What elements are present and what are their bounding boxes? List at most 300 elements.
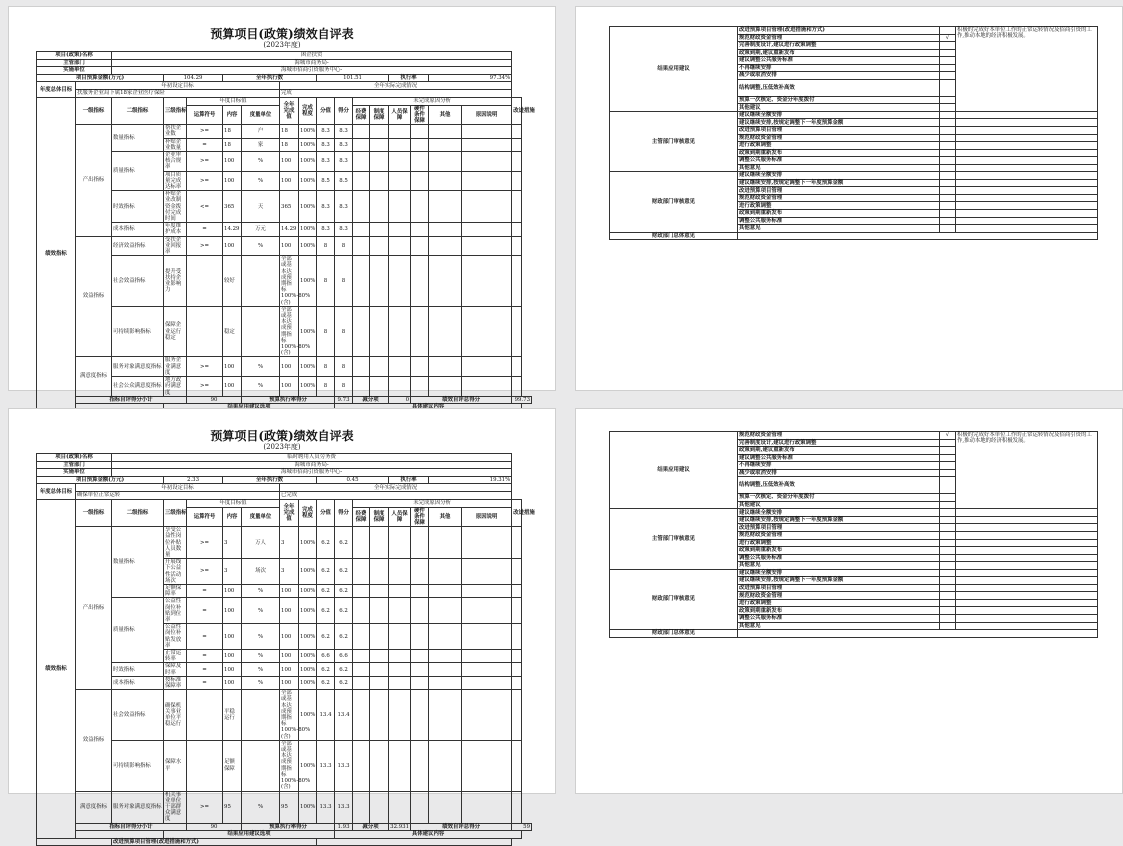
- reason-cell: [353, 256, 370, 307]
- review-option: 其他意见: [738, 622, 940, 630]
- label-subtotal: 指标自评得分小计: [76, 823, 187, 831]
- l1-indicator: 产出指标: [76, 527, 112, 690]
- done-cell: 全部或基本达成预期指标100%-80%(含): [281, 306, 311, 357]
- result-option: 规范财政资金管理: [738, 34, 940, 42]
- review-option: 其他意见: [738, 562, 940, 570]
- unit-cell: %: [242, 585, 280, 598]
- check-cell: [940, 524, 956, 532]
- fin-total-cell: [738, 630, 1098, 638]
- label-reason-note: 原因说明: [462, 105, 512, 125]
- unit-cell: %: [242, 650, 280, 663]
- reason-cell: [462, 138, 512, 151]
- score-cell: 8: [335, 256, 353, 307]
- op-cell: =: [187, 676, 223, 689]
- review-option: 建议继续安排,按规定调整下一年度预算金额: [738, 577, 940, 585]
- unit-cell: %: [242, 377, 280, 397]
- review-option: 改进预算项目管理: [738, 187, 940, 195]
- result-option: 减少或取消安排: [738, 72, 940, 80]
- review-option: 进行政策调整: [738, 599, 940, 607]
- label-total: 绩效自评总得分: [411, 823, 512, 831]
- review-option: 政策到期重新发布: [738, 210, 940, 218]
- check-cell: [940, 462, 956, 470]
- label-fin-review: 财政部门审核意见: [610, 569, 738, 629]
- annual-exec-value: 101.51: [317, 74, 389, 82]
- l3-indicator: 公益性岗位补贴到位率: [164, 598, 187, 624]
- page-doc1-main: [8, 6, 556, 403]
- label-subtotal: 指标自评得分小计: [76, 396, 187, 404]
- advice-note-text: 积极的完成好本单位工作的正常运转情况及招商引资的工作,推动本地的经济积极发展。: [957, 432, 1092, 445]
- note-cell: [956, 179, 1098, 187]
- target-content: 100: [223, 151, 242, 171]
- l2-indicator: 成本指标: [112, 223, 164, 236]
- reason-cell: [389, 151, 411, 171]
- unit-cell: %: [242, 791, 280, 823]
- weight-cell: 6.2: [317, 585, 335, 598]
- reason-cell: [370, 676, 389, 689]
- target-content: 稳定: [223, 306, 242, 357]
- degree-cell: 100%: [299, 236, 317, 256]
- reason-cell: [389, 527, 411, 559]
- check-cell: [940, 516, 956, 524]
- reason-cell: [411, 585, 429, 598]
- reason-cell: [429, 690, 462, 741]
- subtotal-value: 90: [187, 396, 242, 404]
- l2-indicator: 社会公众满意度指标: [112, 377, 164, 397]
- target-content: 100: [223, 357, 242, 377]
- reason-cell: [370, 791, 389, 823]
- weight-cell: 6.2: [317, 559, 335, 585]
- reason-cell: [389, 676, 411, 689]
- reason-cell: [411, 357, 429, 377]
- check-cell: [940, 607, 956, 615]
- note-cell: [956, 127, 1098, 135]
- l3-indicator: 服务企业满意度: [164, 357, 187, 377]
- score-cell: 8.3: [335, 191, 353, 223]
- target-content: 足额保障: [223, 740, 242, 791]
- done-cell: 100: [280, 663, 299, 676]
- l3-indicator: 足额保障率: [164, 585, 187, 598]
- project-name: 临时聘用人员劳务费: [112, 454, 512, 462]
- weight-cell: 8.3: [317, 191, 335, 223]
- label-unitcol: 度量单位: [242, 105, 280, 125]
- label-op: 运算符号: [187, 105, 223, 125]
- note-cell: [956, 210, 1098, 218]
- reason-cell: [411, 377, 429, 397]
- check-cell: [940, 454, 956, 462]
- note-cell: [956, 157, 1098, 165]
- l3-indicator: 开展线下公益性活动场次: [164, 559, 187, 585]
- check-cell: [940, 172, 956, 180]
- check-cell: [940, 569, 956, 577]
- reason-cell: [429, 138, 462, 151]
- reason-cell: [411, 690, 429, 741]
- label-measure: 改进措施: [512, 97, 522, 124]
- review-option: 调整公共服务标准: [738, 217, 940, 225]
- target-content: 100: [223, 650, 242, 663]
- check-mark: √: [940, 34, 956, 42]
- op-cell: >=: [187, 151, 223, 171]
- done-cell: 365: [280, 191, 299, 223]
- unit-cell: %: [242, 171, 280, 191]
- degree-cell: 100%: [299, 125, 317, 138]
- label-degree: 完成程度: [299, 499, 317, 526]
- score-cell: 6.2: [335, 527, 353, 559]
- review-option: 政策到期重新发布: [738, 607, 940, 615]
- review-option: 进行政策调整: [738, 142, 940, 150]
- label-result-app: 结果应用建议: [610, 27, 738, 112]
- op-cell: >=: [187, 236, 223, 256]
- score-cell: 8: [335, 306, 353, 357]
- total-value: 99.73: [512, 396, 532, 404]
- review-option: 改进预算项目管理: [738, 127, 940, 135]
- reason-cell: [370, 585, 389, 598]
- score-cell: 6.2: [335, 624, 353, 650]
- reason-cell: [462, 676, 512, 689]
- reason-cell: [411, 151, 429, 171]
- unit-cell: 万人: [242, 527, 280, 559]
- note-cell: [956, 569, 1098, 577]
- label-budget: 项目预算金额(万元): [37, 476, 164, 484]
- actual-text: 完成: [280, 89, 512, 97]
- result-option: 政策到期,建议重新发布: [738, 447, 940, 455]
- page-doc1-results: [575, 6, 1123, 391]
- measure-cell: [512, 236, 522, 256]
- done-cell: 14.29: [280, 223, 299, 236]
- l3-indicator: 保障水平: [164, 740, 187, 791]
- l2-indicator: 时效指标: [112, 663, 164, 676]
- done-cell: 18: [280, 138, 299, 151]
- check-cell: [940, 501, 956, 509]
- reason-cell: [462, 598, 512, 624]
- reason-cell: [429, 585, 462, 598]
- target-content: 3: [223, 527, 242, 559]
- reason-cell: [353, 236, 370, 256]
- check-cell: [940, 179, 956, 187]
- note-cell: [956, 592, 1098, 600]
- reason-cell: [389, 624, 411, 650]
- check-cell: [940, 447, 956, 455]
- score-cell: 8: [335, 236, 353, 256]
- reason-cell: [429, 125, 462, 138]
- reason-cell: [353, 740, 370, 791]
- measure-cell: [512, 151, 522, 171]
- note-cell: [956, 509, 1098, 517]
- reason-cell: [411, 624, 429, 650]
- weight-cell: 13.4: [317, 690, 335, 741]
- reason-cell: [462, 125, 512, 138]
- label-reason-funds: 经费保障: [353, 105, 370, 125]
- measure-cell: [512, 125, 522, 138]
- review-option: 规范财政资金管理: [738, 592, 940, 600]
- reason-cell: [370, 559, 389, 585]
- label-fin-total: 财政部门总体意见: [610, 630, 738, 638]
- budget-value: 2.33: [164, 476, 223, 484]
- result-option: 减少或取消安排: [738, 469, 940, 477]
- label-op: 运算符号: [187, 507, 223, 527]
- label-deduct: 减分项: [353, 396, 389, 404]
- reason-cell: [429, 624, 462, 650]
- label-fin-review: 财政部门审核意见: [610, 172, 738, 232]
- check-cell: [940, 42, 956, 50]
- check-cell: [940, 157, 956, 165]
- label-budget-score: 预算执行率得分: [242, 396, 335, 404]
- result-option: 其他建议: [738, 104, 940, 112]
- reason-cell: [389, 559, 411, 585]
- measure-cell: [512, 650, 522, 663]
- check-cell: [940, 64, 956, 72]
- note-cell: [956, 134, 1098, 142]
- result-option: 建议调整公共服务标准: [738, 57, 940, 65]
- reason-cell: [411, 676, 429, 689]
- reason-cell: [411, 663, 429, 676]
- done-cell: 100: [280, 171, 299, 191]
- reason-cell: [353, 559, 370, 585]
- weight-cell: 8.3: [317, 151, 335, 171]
- result-option: 结构调整,压低效补高效: [738, 79, 940, 96]
- review-option: 建议继续安排,按规定调整下一年度预算金额: [738, 516, 940, 524]
- check-cell: [940, 562, 956, 570]
- unit-cell: 天: [242, 191, 280, 223]
- label-reason-staff: 人员保障: [389, 105, 411, 125]
- budget-value: 104.29: [164, 74, 223, 82]
- degree-cell: 100%: [299, 171, 317, 191]
- reason-cell: [353, 151, 370, 171]
- dept-name: 海城市商务局-: [112, 59, 512, 67]
- unit-cell: 万元: [242, 223, 280, 236]
- reason-cell: [462, 663, 512, 676]
- label-reason-staff: 人员保障: [389, 507, 411, 527]
- reason-cell: [389, 791, 411, 823]
- score-cell: 8.3: [335, 138, 353, 151]
- l2-indicator: 社会效益指标: [112, 256, 164, 307]
- op-cell: >=: [187, 171, 223, 191]
- l3-indicator: 项目质量完成达标率: [164, 171, 187, 191]
- reason-cell: [370, 306, 389, 357]
- reason-cell: [411, 236, 429, 256]
- review-option: 规范财政资金管理: [738, 134, 940, 142]
- note-cell: [956, 164, 1098, 172]
- l3-indicator: 机关事业单位干部群众满意度: [164, 791, 187, 823]
- done-cell: 全部或基本达成预期指标100%-80%(含): [281, 256, 311, 306]
- weight-cell: 8: [317, 236, 335, 256]
- check-cell: [940, 547, 956, 555]
- reason-cell: [429, 740, 462, 791]
- note-cell: [956, 202, 1098, 210]
- l1-indicator: 满意度指标: [76, 791, 112, 823]
- label-initial-goal: 年初设定目标: [76, 82, 280, 90]
- degree-cell: 100%: [299, 527, 317, 559]
- unit-cell: 场次: [242, 559, 280, 585]
- check-cell: [940, 532, 956, 540]
- unit-cell: %: [242, 676, 280, 689]
- result-option: 预算一次核定、资金分年度拨付: [738, 96, 940, 104]
- reason-cell: [429, 223, 462, 236]
- measure-cell: [512, 585, 522, 598]
- label-total: 绩效自评总得分: [411, 396, 512, 404]
- reason-cell: [353, 676, 370, 689]
- review-option: 调整公共服务标准: [738, 615, 940, 623]
- check-cell: [940, 27, 956, 35]
- label-unit: 实施单位: [37, 67, 112, 75]
- op-cell: =: [187, 624, 223, 650]
- reason-cell: [353, 125, 370, 138]
- note-cell: [956, 187, 1098, 195]
- done-cell: 全部或基本达成预期指标100%-80%(含): [281, 690, 311, 740]
- l1-indicator: 产出指标: [76, 125, 112, 236]
- l2-indicator: 数量指标: [112, 527, 164, 598]
- label-l1: 一级指标: [76, 97, 112, 124]
- note-cell: [956, 172, 1098, 180]
- check-cell: [940, 202, 956, 210]
- l3-indicator: 帮扶企业数: [164, 125, 187, 138]
- score-cell: 6.2: [335, 559, 353, 585]
- advice-note: [956, 27, 1098, 112]
- score-cell: 13.4: [335, 690, 353, 741]
- rate-value: 19.31%: [429, 476, 512, 484]
- target-content: 100: [223, 624, 242, 650]
- review-option: 建议继续全额安排: [738, 569, 940, 577]
- reason-cell: [353, 223, 370, 236]
- op-cell: [187, 256, 223, 307]
- done-cell: 100: [280, 585, 299, 598]
- weight-cell: 6.2: [317, 598, 335, 624]
- page-year: (2023年度): [263, 443, 301, 451]
- score-cell: 6.2: [335, 663, 353, 676]
- score-cell: 8: [335, 377, 353, 397]
- note-cell: [956, 194, 1098, 202]
- degree-cell: 100%: [299, 791, 317, 823]
- deduct-value: 0: [389, 396, 411, 404]
- measure-cell: [512, 663, 522, 676]
- result-table: [609, 431, 1098, 638]
- review-option: 调整公共服务标准: [738, 157, 940, 165]
- label-l2: 二级指标: [112, 499, 164, 526]
- weight-cell: 8: [317, 306, 335, 357]
- reason-cell: [429, 256, 462, 307]
- label-actual: 全年实际完成情况: [280, 484, 512, 492]
- l2-indicator: 可持续影响指标: [112, 740, 164, 791]
- blank-cell: [37, 838, 112, 846]
- target-content: 100: [223, 171, 242, 191]
- unit-cell: %: [242, 236, 280, 256]
- review-option: 政策到期重新发布: [738, 149, 940, 157]
- result-option: 结构调整,压低效补高效: [738, 477, 940, 494]
- target-content: 100: [223, 663, 242, 676]
- label-score: 得分: [335, 499, 353, 526]
- target-content: 18: [223, 138, 242, 151]
- reason-cell: [411, 791, 429, 823]
- label-l1: 一级指标: [76, 499, 112, 526]
- check-cell: [940, 79, 956, 96]
- reason-cell: [389, 663, 411, 676]
- reason-cell: [411, 223, 429, 236]
- done-cell: 3: [280, 527, 299, 559]
- l2-indicator: 数量指标: [112, 125, 164, 152]
- weight-cell: 6.2: [317, 624, 335, 650]
- reason-cell: [389, 191, 411, 223]
- reason-cell: [462, 650, 512, 663]
- budget-score-value: 1.93: [335, 823, 353, 831]
- note-cell: [956, 532, 1098, 540]
- reason-cell: [389, 377, 411, 397]
- unit-cell: %: [242, 151, 280, 171]
- reason-cell: [411, 598, 429, 624]
- dept-name: 海城市商务局-: [112, 461, 512, 469]
- l2-indicator: 时效指标: [112, 191, 164, 223]
- done-cell: 100: [280, 236, 299, 256]
- score-cell: 13.3: [335, 740, 353, 791]
- reason-cell: [370, 650, 389, 663]
- l3-indicator: 正常运转率: [164, 650, 187, 663]
- reason-cell: [462, 791, 512, 823]
- label-reason-funds: 经费保障: [353, 507, 370, 527]
- reason-cell: [411, 125, 429, 138]
- check-cell: [940, 72, 956, 80]
- result-option: 改进预算项目管理(改进措施和方式): [738, 27, 940, 35]
- label-reason-group: 未完成原因分析: [353, 499, 512, 507]
- review-option: 进行政策调整: [738, 539, 940, 547]
- label-year-goal: 年度总体目标: [37, 484, 76, 500]
- weight-cell: 13.3: [317, 791, 335, 823]
- reason-cell: [370, 377, 389, 397]
- note-cell: [956, 615, 1098, 623]
- unit-cell: %: [242, 663, 280, 676]
- note-cell: [956, 111, 1098, 119]
- initial-goal-text: 确保单位正常运转: [76, 491, 280, 499]
- reason-cell: [462, 171, 512, 191]
- reason-cell: [462, 223, 512, 236]
- l2-indicator: 质量指标: [112, 598, 164, 663]
- reason-cell: [462, 624, 512, 650]
- reason-cell: [462, 191, 512, 223]
- reason-cell: [429, 791, 462, 823]
- l2-indicator: 经济效益指标: [112, 236, 164, 256]
- reason-cell: [353, 171, 370, 191]
- review-option: 政策到期重新发布: [738, 547, 940, 555]
- reason-cell: [370, 191, 389, 223]
- done-cell: 100: [280, 598, 299, 624]
- degree-cell: 100%: [299, 151, 317, 171]
- op-cell: =: [187, 585, 223, 598]
- label-project: 项目(政策)名称: [37, 52, 112, 60]
- l2-indicator: 质量指标: [112, 151, 164, 190]
- unit-cell: [242, 690, 280, 741]
- measure-cell: [512, 306, 522, 357]
- op-cell: >=: [187, 377, 223, 397]
- reason-cell: [429, 377, 462, 397]
- result-table: [609, 26, 1098, 240]
- page-title: 预算项目(政策)绩效自评表: [210, 27, 354, 41]
- reason-cell: [370, 624, 389, 650]
- label-unit: 实施单位: [37, 469, 112, 477]
- target-content: 平稳运行: [223, 690, 242, 741]
- check-cell: [940, 149, 956, 157]
- check-cell: [940, 111, 956, 119]
- label-reason-other: 其他: [429, 507, 462, 527]
- check-cell: [940, 217, 956, 225]
- note-cell: [956, 547, 1098, 555]
- done-cell: 100: [280, 650, 299, 663]
- l3-indicator: 确保机关事业单位平稳运行: [164, 690, 187, 741]
- check-cell: [940, 210, 956, 218]
- l1-indicator: 满意度指标: [76, 357, 112, 396]
- label-year-goal: 年度总体目标: [37, 82, 76, 98]
- op-cell: [187, 306, 223, 357]
- review-option: 改进预算项目管理: [738, 584, 940, 592]
- weight-cell: 8.3: [317, 138, 335, 151]
- note-cell: [956, 119, 1098, 127]
- measure-cell: [512, 598, 522, 624]
